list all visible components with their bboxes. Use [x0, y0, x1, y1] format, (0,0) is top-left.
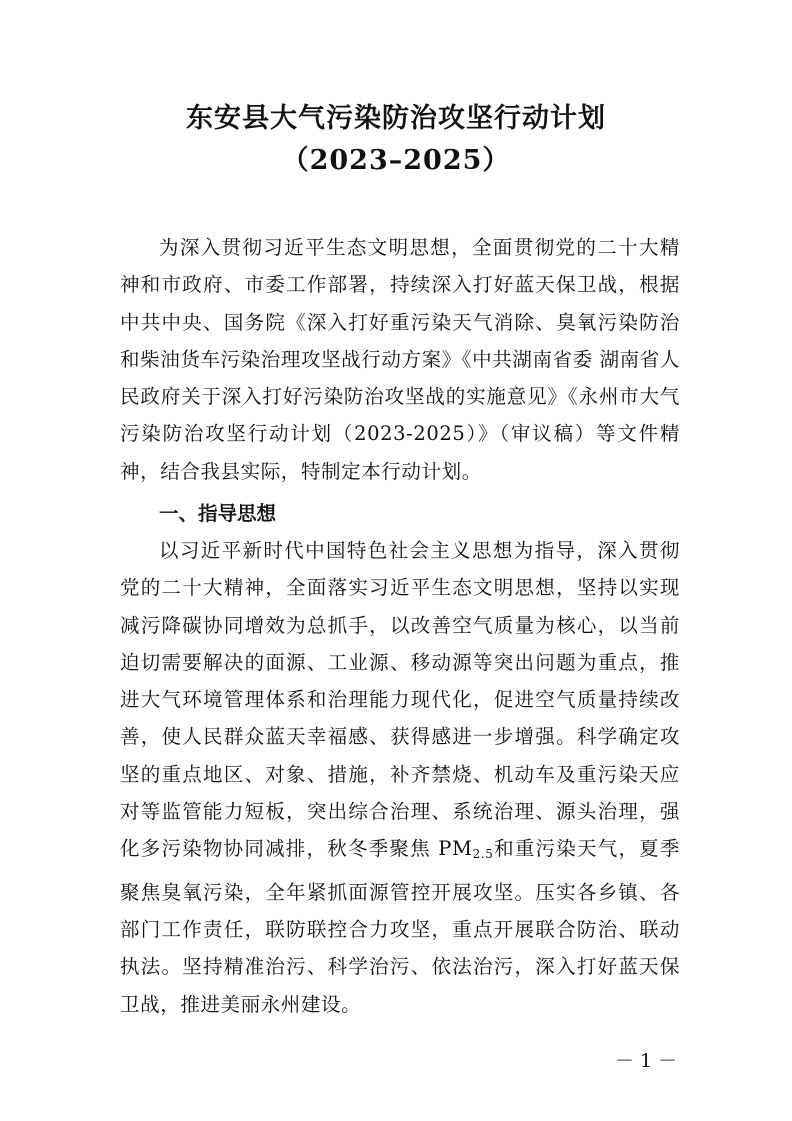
intro-paragraph: 为深入贯彻习近平生态文明思想，全面贯彻党的二十大精神和市政府、市委工作部署，持续深入打好蓝天保卫战，根据中共中央、国务院《深入打好重污染天气消除、臭氧污染防治和柴油货车污染治理攻坚战行动方案》《中共湖南省委 湖南省人民政府关于深入打好污染防治攻坚战的实施意见》《永州市大气污染防治攻坚行动计划（2023-2025）》（审议稿）等文件精神，结合我县实际，特制定本行动计划。	[120, 236, 680, 483]
document-title: 东安县大气污染防治攻坚行动计划	[186, 103, 606, 134]
guiding-thought-paragraph	[120, 532, 680, 1023]
section-heading-guiding-thought: 一、指导思想	[159, 502, 277, 525]
page-number: － 1 －	[615, 1050, 678, 1072]
pm-subscript: 2.5	[472, 847, 494, 862]
document-subtitle: （2023–2025）	[281, 145, 511, 176]
guiding-thought-text-part2: 和重污染天气，夏季聚焦臭氧污染，全年紧抓面源管控开展攻坚。压实各乡镇、各部门工作责任，联防联控合力攻坚，重点开展联合防治、联动执法。坚持精准治污、科学治污、依法治污，深入打好蓝天保卫战，推进美丽永州建设。	[120, 837, 680, 1016]
guiding-thought-text-part1: 以习近平新时代中国特色社会主义思想为指导，深入贯彻党的二十大精神，全面落实习近平生态文明思想，坚持以实现减污降碳协同增效为总抓手，以改善空气质量为核心，以当前迫切需要解决的面源、工业源、移动源等突出问题为重点，推进大气环境管理体系和治理能力现代化，促进空气质量持续改善，使人民群众蓝天幸福感、获得感进一步增强。科学确定攻坚的重点地区、对象、措施，补齐禁烧、机动车及重污染天应对等监管能力短板，突出综合治理、系统治理、源头治理，强化多污染物协同减排，秋冬季聚焦 PM	[120, 539, 680, 861]
